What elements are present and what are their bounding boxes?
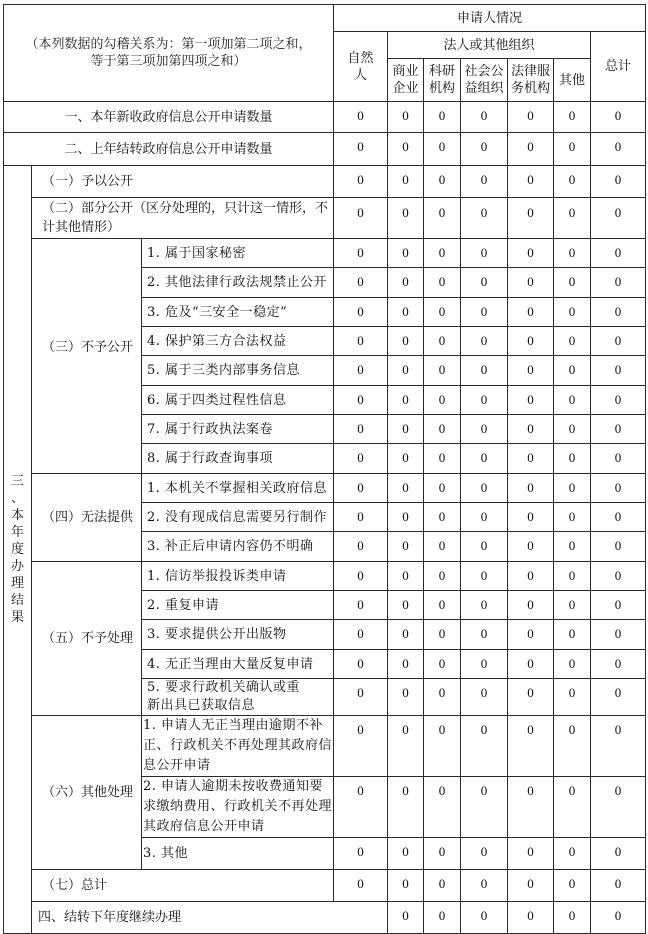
cell-value: 0 (508, 838, 554, 870)
cell-value: 0 (508, 503, 554, 532)
cell-value: 0 (334, 386, 388, 415)
cell-value: 0 (334, 415, 388, 444)
row-label: 4. 保护第三方合法权益 (142, 327, 334, 356)
row-label: 3. 其他 (142, 838, 334, 870)
cell-value: 0 (334, 562, 388, 591)
cell-value: 0 (424, 620, 461, 650)
cell-value: 0 (591, 679, 646, 716)
row-label: 8. 属于行政查询事项 (142, 444, 334, 474)
row-label: （七）总计 (32, 870, 334, 902)
cell-value: 0 (334, 327, 388, 356)
cell-value: 0 (424, 777, 461, 838)
total-header: 总计 (591, 32, 646, 102)
cell-value: 0 (508, 166, 554, 198)
cell-value: 0 (554, 503, 591, 532)
category-label: （五）不予处理 (32, 562, 142, 716)
table-row (4, 166, 646, 198)
cell-value: 0 (461, 838, 508, 870)
cell-value: 0 (508, 102, 554, 133)
cell-value: 0 (508, 562, 554, 591)
cell-value: 0 (388, 591, 424, 620)
cell-value: 0 (461, 591, 508, 620)
table-row (4, 239, 646, 268)
cell-value: 0 (388, 268, 424, 298)
col-research-institution: 科研 机构 (424, 59, 461, 102)
cell-value: 0 (461, 268, 508, 298)
cell-value: 0 (388, 777, 424, 838)
cell-value: 0 (591, 327, 646, 356)
cell-value: 0 (461, 650, 508, 679)
cell-value: 0 (508, 356, 554, 386)
cell-value: 0 (554, 679, 591, 716)
cell-value: 0 (508, 298, 554, 327)
cell-value: 0 (554, 532, 591, 562)
cell-value: 0 (461, 356, 508, 386)
cell-value: 0 (461, 166, 508, 198)
cell-value: 0 (461, 532, 508, 562)
cell-value: 0 (554, 415, 591, 444)
row-label: 二、上年结转政府信息公开申请数量 (4, 133, 334, 166)
cell-value: 0 (554, 474, 591, 503)
cell-value: 0 (461, 386, 508, 415)
cell-value: 0 (424, 870, 461, 902)
cell-value: 0 (591, 620, 646, 650)
cell-value: 0 (388, 902, 424, 934)
cell-value: 0 (334, 679, 388, 716)
cell-value: 0 (424, 532, 461, 562)
category-label: （四）无法提供 (32, 474, 142, 562)
cell-value: 0 (554, 198, 591, 239)
row-label: （一）予以公开 (32, 166, 334, 198)
cell-value: 0 (388, 102, 424, 133)
row-label: 3. 补正后申请内容仍不明确 (142, 532, 334, 562)
cell-value: 0 (591, 198, 646, 239)
cell-value: 0 (508, 777, 554, 838)
table-row (4, 716, 646, 777)
cell-value: 0 (591, 166, 646, 198)
cell-value: 0 (334, 356, 388, 386)
cell-value: 0 (424, 133, 461, 166)
cell-value: 0 (388, 386, 424, 415)
cell-value: 0 (424, 356, 461, 386)
row-label: 1. 属于国家秘密 (142, 239, 334, 268)
cell-value: 0 (591, 268, 646, 298)
cell-value: 0 (591, 356, 646, 386)
cell-value: 0 (334, 620, 388, 650)
table-row (4, 870, 646, 902)
cell-value: 0 (388, 239, 424, 268)
cell-value: 0 (461, 620, 508, 650)
cell-value: 0 (591, 298, 646, 327)
cell-value: 0 (591, 102, 646, 133)
cell-value: 0 (388, 298, 424, 327)
cell-value: 0 (388, 356, 424, 386)
cell-value: 0 (591, 716, 646, 777)
cell-value: 0 (334, 102, 388, 133)
cell-value: 0 (388, 679, 424, 716)
cell-value: 0 (334, 870, 388, 902)
row-label: 1. 申请人无正当理由逾期不补正、行政机关不再处理其政府信息公开申请 (142, 716, 334, 777)
cell-value: 0 (424, 650, 461, 679)
cell-value: 0 (388, 198, 424, 239)
cell-value: 0 (461, 474, 508, 503)
cell-value: 0 (461, 902, 508, 934)
cell-value: 0 (424, 298, 461, 327)
cell-value: 0 (508, 327, 554, 356)
table-row (4, 562, 646, 591)
cell-value: 0 (461, 503, 508, 532)
cell-value: 0 (424, 679, 461, 716)
table-row (4, 198, 646, 239)
cell-value: 0 (554, 591, 591, 620)
cell-value: 0 (334, 239, 388, 268)
cell-value: 0 (388, 532, 424, 562)
cell-value: 0 (424, 591, 461, 620)
cell-value: 0 (508, 239, 554, 268)
col-legal-service-org: 法律服 务机构 (508, 59, 554, 102)
cell-value: 0 (591, 838, 646, 870)
cell-value: 0 (424, 503, 461, 532)
cell-value: 0 (508, 620, 554, 650)
row-label: 2. 其他法律行政法规禁止公开 (142, 268, 334, 298)
cell-value: 0 (461, 239, 508, 268)
row-label: 2. 申请人逾期未按收费通知要求缴纳费用、行政机关不再处理其政府信息公开申请 (142, 777, 334, 838)
cell-value: 0 (334, 198, 388, 239)
cell-value: 0 (461, 562, 508, 591)
row-label: 一、本年新收政府信息公开申请数量 (4, 102, 334, 133)
cell-value: 0 (591, 870, 646, 902)
cell-value: 0 (334, 166, 388, 198)
cell-value: 0 (508, 198, 554, 239)
row-label: 5. 要求行政机关确认或重新出具已获取信息 (142, 679, 334, 716)
row-label: 3. 危及“三安全一稳定” (142, 298, 334, 327)
cell-value: 0 (554, 777, 591, 838)
cell-value: 0 (334, 444, 388, 474)
cell-value: 0 (334, 716, 388, 777)
cell-value: 0 (554, 102, 591, 133)
cell-value: 0 (388, 838, 424, 870)
cell-value: 0 (554, 268, 591, 298)
cell-value: 0 (591, 133, 646, 166)
cell-value: 0 (591, 562, 646, 591)
cell-value: 0 (508, 268, 554, 298)
table-row (4, 102, 646, 133)
government-info-disclosure-table (3, 4, 646, 934)
cell-value: 0 (461, 198, 508, 239)
cell-value: 0 (554, 562, 591, 591)
cell-value: 0 (388, 444, 424, 474)
cell-value: 0 (591, 532, 646, 562)
cell-value: 0 (388, 415, 424, 444)
row-label: 1. 本机关不掌握相关政府信息 (142, 474, 334, 503)
cell-value: 0 (554, 239, 591, 268)
table-row (4, 133, 646, 166)
cell-value: 0 (424, 415, 461, 444)
cell-value: 0 (554, 650, 591, 679)
cell-value: 0 (388, 650, 424, 679)
cell-value: 0 (508, 386, 554, 415)
cell-value: 0 (388, 166, 424, 198)
row-label: 2. 没有现成信息需要另行制作 (142, 503, 334, 532)
cell-value: 0 (554, 716, 591, 777)
cell-value: 0 (591, 415, 646, 444)
table-row (4, 474, 646, 503)
cell-value: 0 (424, 268, 461, 298)
row-label: 6. 属于四类过程性信息 (142, 386, 334, 415)
cell-value: 0 (388, 327, 424, 356)
cell-value: 0 (424, 386, 461, 415)
cell-value: 0 (508, 133, 554, 166)
cell-value: 0 (461, 102, 508, 133)
cell-value: 0 (424, 474, 461, 503)
row-label: （二）部分公开（区分处理的，只计这一情形，不计其他情形） (32, 198, 334, 239)
cell-value: 0 (424, 327, 461, 356)
cell-value: 0 (424, 239, 461, 268)
cell-value: 0 (591, 591, 646, 620)
cell-value: 0 (591, 386, 646, 415)
cell-value: 0 (591, 650, 646, 679)
cell-value: 0 (461, 716, 508, 777)
cell-value: 0 (554, 133, 591, 166)
row-label: 5. 属于三类内部事务信息 (142, 356, 334, 386)
cell-value: 0 (424, 902, 461, 934)
cell-value: 0 (554, 444, 591, 474)
cell-value: 0 (508, 716, 554, 777)
natural-person-header: 自然 人 (334, 32, 388, 102)
cell-value: 0 (554, 902, 591, 934)
cell-value: 0 (334, 838, 388, 870)
cell-value: 0 (554, 870, 591, 902)
cell-value: 0 (461, 298, 508, 327)
cell-value: 0 (424, 562, 461, 591)
cell-value: 0 (554, 298, 591, 327)
cell-value: 0 (388, 133, 424, 166)
cell-value: 0 (591, 474, 646, 503)
row-label: 3. 要求提供公开出版物 (142, 620, 334, 650)
cell-value: 0 (508, 650, 554, 679)
reconciliation-note: （本列数据的勾稽关系为：第一项加第二项之和， 等于第三项加第四项之和） (4, 5, 334, 102)
cell-value: 0 (334, 532, 388, 562)
cell-value: 0 (591, 503, 646, 532)
cell-value: 0 (461, 133, 508, 166)
cell-value: 0 (334, 503, 388, 532)
cell-value: 0 (508, 679, 554, 716)
row-label: 4. 无正当理由大量反复申请 (142, 650, 334, 679)
cell-value: 0 (508, 870, 554, 902)
cell-value: 0 (424, 716, 461, 777)
applicant-situation-header: 申请人情况 (334, 5, 646, 32)
cell-value: 0 (334, 298, 388, 327)
cell-value: 0 (334, 133, 388, 166)
section-3-label: 三 、 本 年 度 办 理 结 果 (4, 166, 32, 934)
cell-value: 0 (461, 870, 508, 902)
cell-value: 0 (334, 650, 388, 679)
cell-value: 0 (461, 679, 508, 716)
cell-value: 0 (591, 444, 646, 474)
legal-person-group-header: 法人或其他组织 (388, 32, 591, 59)
cell-value: 0 (554, 838, 591, 870)
cell-value: 0 (424, 102, 461, 133)
col-public-welfare-org: 社会公 益组织 (461, 59, 508, 102)
row-label: 1. 信访举报投诉类申请 (142, 562, 334, 591)
cell-value: 0 (461, 444, 508, 474)
cell-value: 0 (388, 474, 424, 503)
cell-value: 0 (424, 198, 461, 239)
row-label: 7. 属于行政执法案卷 (142, 415, 334, 444)
cell-value: 0 (554, 356, 591, 386)
cell-value: 0 (388, 562, 424, 591)
table-row (4, 902, 646, 934)
cell-value: 0 (388, 620, 424, 650)
col-commercial-enterprise: 商业 企业 (388, 59, 424, 102)
category-label: （三）不予公开 (32, 239, 142, 474)
cell-value: 0 (334, 777, 388, 838)
cell-value: 0 (591, 902, 646, 934)
cell-value: 0 (508, 902, 554, 934)
cell-value: 0 (424, 444, 461, 474)
cell-value: 0 (461, 777, 508, 838)
cell-value: 0 (461, 415, 508, 444)
row-label: 2. 重复申请 (142, 591, 334, 620)
cell-value: 0 (554, 620, 591, 650)
category-label: （六）其他处理 (32, 716, 142, 870)
cell-value: 0 (554, 166, 591, 198)
cell-value: 0 (334, 268, 388, 298)
cell-value: 0 (508, 591, 554, 620)
cell-value: 0 (334, 474, 388, 503)
cell-value: 0 (388, 503, 424, 532)
cell-value: 0 (508, 444, 554, 474)
cell-value: 0 (591, 239, 646, 268)
cell-value: 0 (388, 870, 424, 902)
cell-value: 0 (424, 838, 461, 870)
cell-value: 0 (424, 166, 461, 198)
col-other: 其他 (554, 59, 591, 102)
cell-value: 0 (334, 591, 388, 620)
cell-value: 0 (388, 716, 424, 777)
cell-value: 0 (591, 777, 646, 838)
cell-value: 0 (461, 327, 508, 356)
cell-value: 0 (508, 415, 554, 444)
row-label: 四、结转下年度继续办理 (32, 902, 388, 934)
cell-value: 0 (554, 386, 591, 415)
cell-value: 0 (554, 327, 591, 356)
cell-value: 0 (508, 474, 554, 503)
cell-value: 0 (508, 532, 554, 562)
